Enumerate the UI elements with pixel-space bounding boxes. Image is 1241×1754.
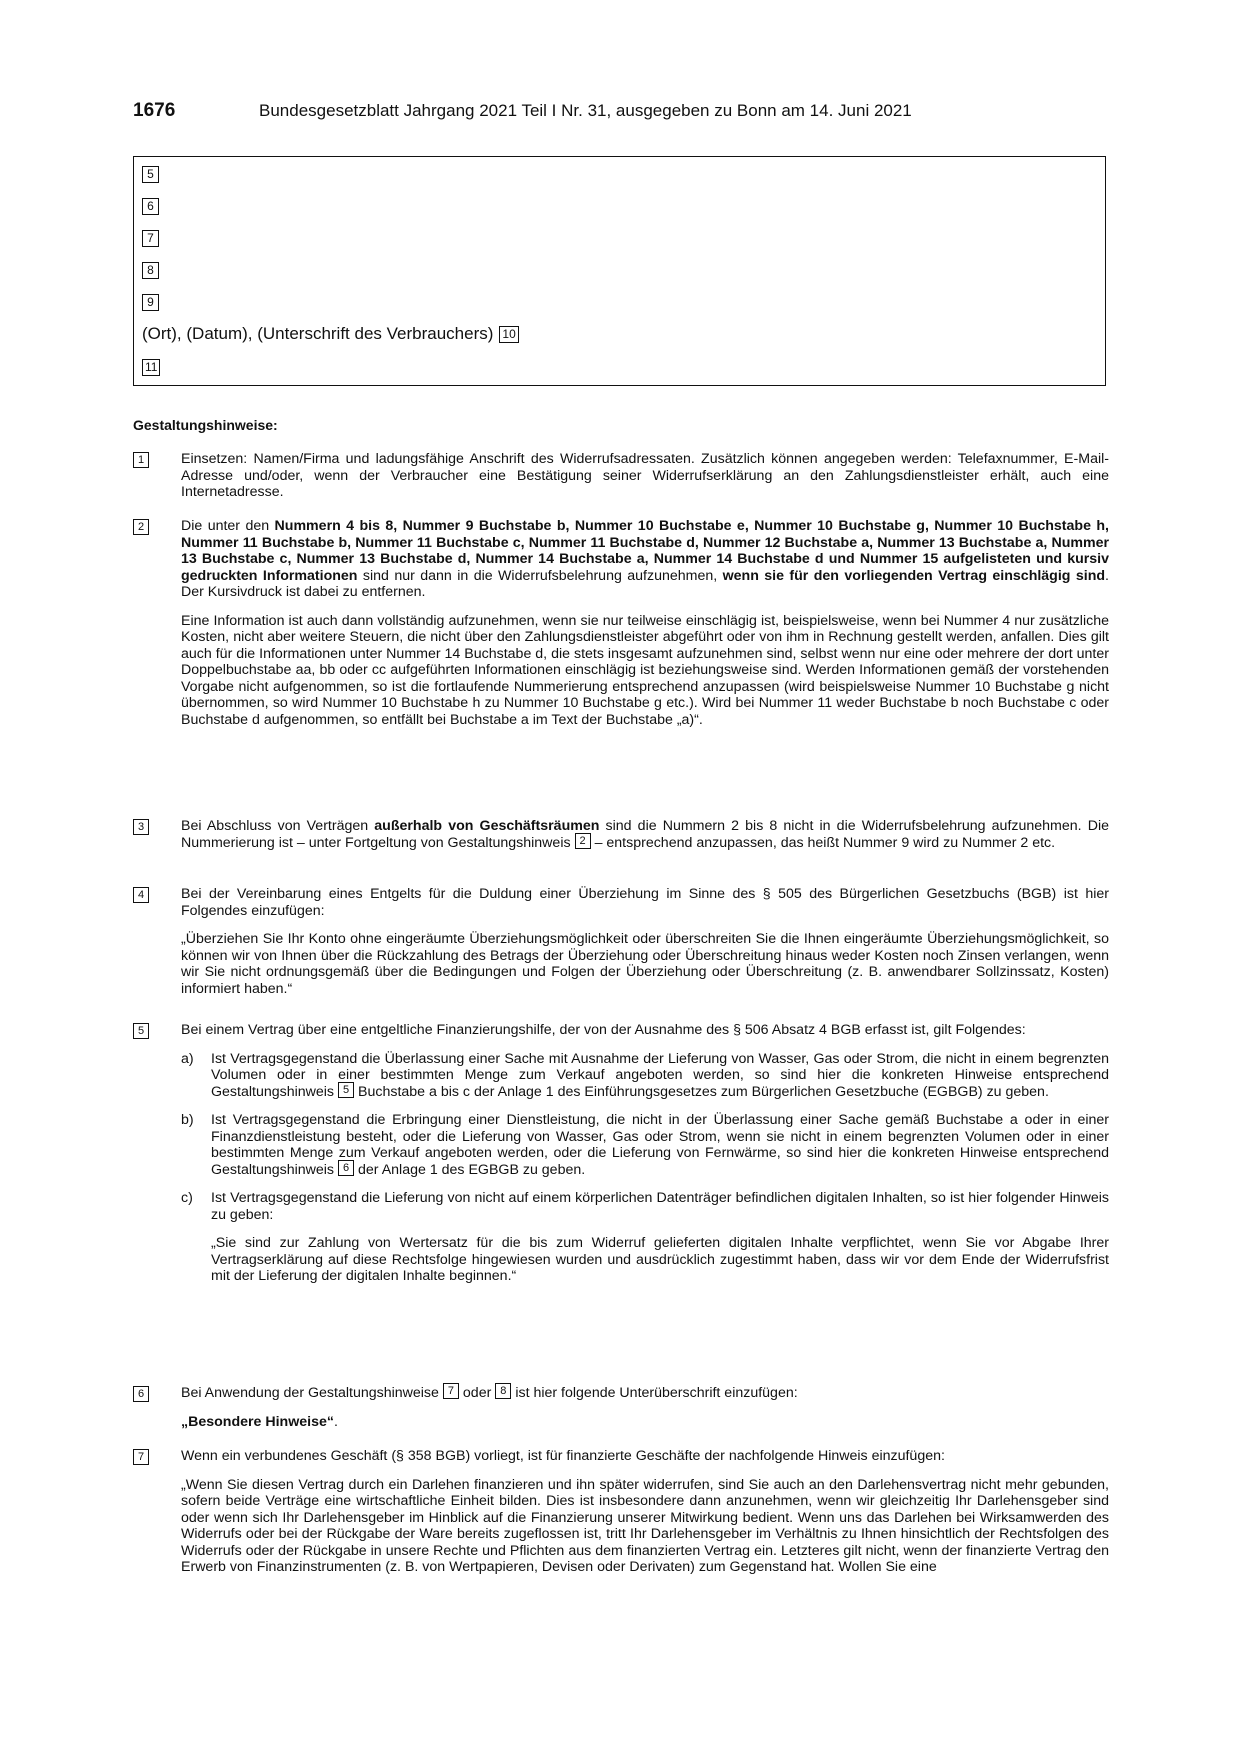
sub-label: a) xyxy=(181,1050,194,1067)
note-item-2 xyxy=(133,518,1109,728)
form-row xyxy=(142,356,160,378)
quote-text: „Wenn Sie diesen Vertrag durch ein Darlehen finanzieren und ihn später widerrufen, sind Sie auch an den Darlehensvertrag nicht mehr gebunden, sofern beide Verträge eine wirtschaftliche Einheit bilden. Dies ist insbesondere dann anzunehmen, wenn wir gleichzeitig Ihr Darlehensgeber sind oder wenn sich Ihr Darlehensgeber im Hinblick auf die Finanzierung unserer Mitwirkung bedient. Wenn uns das Darlehen bei Wirksamwerden des Widerrufs oder bei der Rückgabe der Ware bereits zugeflossen ist, tritt Ihr Darlehensgeber im Verhältnis zu Ihnen hinsichtlich der Rechtsfolgen des Widerrufs oder der Rückgabe in unsere Rechte und Pflichten aus dem finanzierten Vertrag ein. Letzteres gilt nicht, wenn der finanzierte Vertrag den Erwerb von Finanzinstrumenten (z. B. von Wertpapieren, Devisen oder Derivaten) zum Gegenstand hat. Wollen Sie eine xyxy=(181,1476,1109,1575)
note-text: Die unter den Nummern 4 bis 8, Nummer 9 Buchstabe b, Nummer 10 Buchstabe e, Nummer 10 Buchstabe g, Nummer 10 Buchstabe h, Nummer 11 Buchstabe b, Nummer 11 Buchstabe c, Nummer 11 Buchstabe d, Nummer 12 Buchstabe a, Nummer 13 Buchstabe a, Nummer 13 Buchstabe c, Nummer 13 Buchstabe d, Nummer 14 Buchstabe a, Nummer 14 Buchstabe d und Nummer 15 aufgelisteten und kursiv gedruckten Informationen sind nur dann in die Widerrufsbelehrung aufzunehmen, wenn sie für den vorliegenden Vertrag einschlägig sind. Der Kursivdruck ist dabei zu entfernen. xyxy=(181,518,1109,600)
quote-text: „Sie sind zur Zahlung von Wertersatz für die bis zum Widerruf gelieferten digitalen Inhalte verpflichtet, wenn Sie vor Abgabe Ihrer Vertragserklärung auf diese Rechtsfolge hingewiesen wurden und ausdrücklich zugestimmt haben, dass wir vor dem Ende der Widerrufsfrist mit der Lieferung der digitalen Inhalte beginnen.“ xyxy=(211,1235,1109,1284)
subheading-text: „Besondere Hinweise“. xyxy=(181,1413,338,1430)
note-item-4 xyxy=(133,886,1109,997)
form-row xyxy=(142,291,159,313)
reference-box: 2 xyxy=(575,833,591,849)
note-item-7 xyxy=(133,1448,1109,1576)
form-row xyxy=(142,195,159,217)
section-heading: Gestaltungshinweise: xyxy=(133,417,278,433)
note-item-5 xyxy=(133,1022,1109,1297)
page-number: 1676 xyxy=(133,100,176,121)
sub-label: b) xyxy=(181,1112,194,1128)
number-box: 7 xyxy=(133,1449,149,1465)
form-box xyxy=(133,156,1106,386)
quote-text: „Überziehen Sie Ihr Konto ohne eingeräumte Überziehungsmöglichkeit oder überschreiten Sie die Ihnen eingeräumte Überziehungsmöglichkeit, so können wir von Ihnen über die Rückzahlung des Betrags der Überziehung oder Überschreitung hinaus weder Kosten noch Zinsen verlangen, wenn wir Sie nicht ordnungsgemäß über die Bedingungen und Folgen der Überziehung oder Überschreitung (z. B. anwendbarer Sollzinssatz, Kosten) informiert haben.“ xyxy=(181,931,1109,997)
note-text: Bei Abschluss von Verträgen außerhalb von Geschäftsräumen sind die Nummern 2 bis 8 nicht in die Widerrufsbelehrung aufzunehmen. Die Nummerierung ist – unter Fortgeltung von Gestaltungshinweis 2 – entsprechend anzupassen, das heißt Nummer 9 wird zu Nummer 2 etc. xyxy=(181,818,1109,851)
reference-box: 8 xyxy=(495,1383,511,1399)
note-text: Wenn ein verbundenes Geschäft (§ 358 BGB) vorliegt, ist für finanzierte Geschäfte der nachfolgende Hinweis einzufügen: xyxy=(181,1448,945,1464)
note-text: Bei einem Vertrag über eine entgeltliche Finanzierungshilfe, der von der Ausnahme des § 506 Absatz 4 BGB erfasst ist, gilt Folgendes: xyxy=(181,1022,1026,1038)
form-row xyxy=(142,259,159,281)
number-box: 1 xyxy=(133,452,149,468)
number-box: 8 xyxy=(142,262,159,279)
reference-box: 5 xyxy=(338,1082,354,1098)
form-row xyxy=(142,163,159,185)
signature-line-label: (Ort), (Datum), (Unterschrift des Verbrauchers) xyxy=(142,324,494,343)
number-box: 3 xyxy=(133,819,149,835)
note-item-3 xyxy=(133,818,1109,851)
form-row xyxy=(142,227,159,249)
running-head: Bundesgesetzblatt Jahrgang 2021 Teil I Nr. 31, ausgegeben zu Bonn am 14. Juni 2021 xyxy=(259,101,912,120)
sub-item-c: c) Ist Vertragsgegenstand die Lieferung von nicht auf einem körperlichen Datenträger befindlichen digitalen Inhalten, so ist hier folgender Hinweis zu geben: „Sie sind zur Zahlung von Wertersatz für die bis zum Widerruf gelieferten digitalen Inhalte verpflichtet, wenn Sie vor Abgabe Ihrer Vertragserklärung auf diese Rechtsfolge hingewiesen wurden und ausdrücklich zugestimmt haben, dass wir vor dem Ende der Widerrufsfrist mit der Lieferung der digitalen Inhalte beginnen.“ xyxy=(181,1190,1109,1284)
note-item-1 xyxy=(133,451,1109,501)
number-box: 6 xyxy=(142,198,159,215)
note-text: Einsetzen: Namen/Firma und ladungsfähige Anschrift des Widerrufsadressaten. Zusätzlich können angegeben werden: Telefaxnummer, E-Mail-Adresse und/oder, wenn der Verbraucher eine Bestätigung seiner Widerrufserklärung an den Zahlungsdienstleister erhält, auch eine Internetadresse. xyxy=(181,451,1109,500)
signature-row xyxy=(142,323,519,345)
note-text: Bei der Vereinbarung eines Entgelts für die Duldung einer Überziehung im Sinne des § 505 des Bürgerlichen Gesetzbuchs (BGB) ist hier Folgendes einzufügen: xyxy=(181,886,1109,919)
number-box: 5 xyxy=(142,166,159,183)
sub-item-b: b) Ist Vertragsgegenstand die Erbringung einer Dienstleistung, die nicht in der Überlassung einer Sache gemäß Buchstabe a oder in einer Finanzdienstleistung besteht, oder die Lieferung von Wasser, Gas oder Strom, wenn sie nicht in einem begrenzten Volumen oder in einer bestimmten Menge zum Verkauf angeboten werden, oder die Lieferung von Fernwärme, so sind hier die konkreten Hinweise entsprechend Gestaltungshinweis 6 der Anlage 1 des EGBGB zu geben. xyxy=(181,1112,1109,1178)
number-box: 9 xyxy=(142,294,159,311)
reference-box: 6 xyxy=(338,1160,354,1176)
reference-box: 7 xyxy=(443,1383,459,1399)
sub-item-a: a) Ist Vertragsgegenstand die Überlassung einer Sache mit Ausnahme der Lieferung von Wasser, Gas oder Strom, die nicht in einem begrenzten Volumen oder in einer bestimmten Menge zum Verkauf angeboten werden, so sind hier die konkreten Hinweise entsprechend Gestaltungshinweis 5 Buchstabe a bis c der Anlage 1 des Einführungsgesetzes zum Bürgerlichen Gesetzbuche (EGBGB) zu geben. xyxy=(181,1050,1109,1100)
note-text: Eine Information ist auch dann vollständig aufzunehmen, wenn sie nur teilweise einschlägig ist, beispielsweise, wenn bei Nummer 4 nur zusätzliche Kosten, nicht aber weitere Steuern, die nicht über den Zahlungsdienstleister abgeführt oder von ihm in Rechnung gestellt werden, anfallen. Dies gilt auch für die Informationen unter Nummer 14 Buchstabe d, die stets insgesamt aufzunehmen sind, selbst wenn nur eine oder mehrere der dort unter Doppelbuchstabe aa, bb oder cc aufgeführten Informationen einschlägig ist beziehungsweise sind. Werden Informationen gemäß der vorstehenden Vorgabe nicht aufgenommen, so ist die fortlaufende Nummerierung entsprechend anzupassen (wird beispielsweise Nummer 10 Buchstabe g nicht übernommen, so wird Nummer 10 Buchstabe h zu Nummer 10 Buchstabe g etc.). Wird bei Nummer 11 weder Buchstabe b noch Buchstabe c oder Buchstabe d aufgenommen, so entfällt bei Buchstabe a im Text der Buchstabe „a)“. xyxy=(181,612,1109,728)
note-item-6 xyxy=(133,1385,1109,1430)
note-text: Bei Anwendung der Gestaltungshinweise 7 oder 8 ist hier folgende Unterüberschrift einzufügen: xyxy=(181,1385,798,1401)
number-box: 2 xyxy=(133,519,149,535)
number-box: 11 xyxy=(142,359,160,376)
sub-label: c) xyxy=(181,1190,193,1206)
number-box: 4 xyxy=(133,887,149,903)
number-box: 5 xyxy=(133,1023,149,1039)
number-box: 10 xyxy=(499,326,518,343)
number-box: 6 xyxy=(133,1386,149,1402)
number-box: 7 xyxy=(142,230,159,247)
